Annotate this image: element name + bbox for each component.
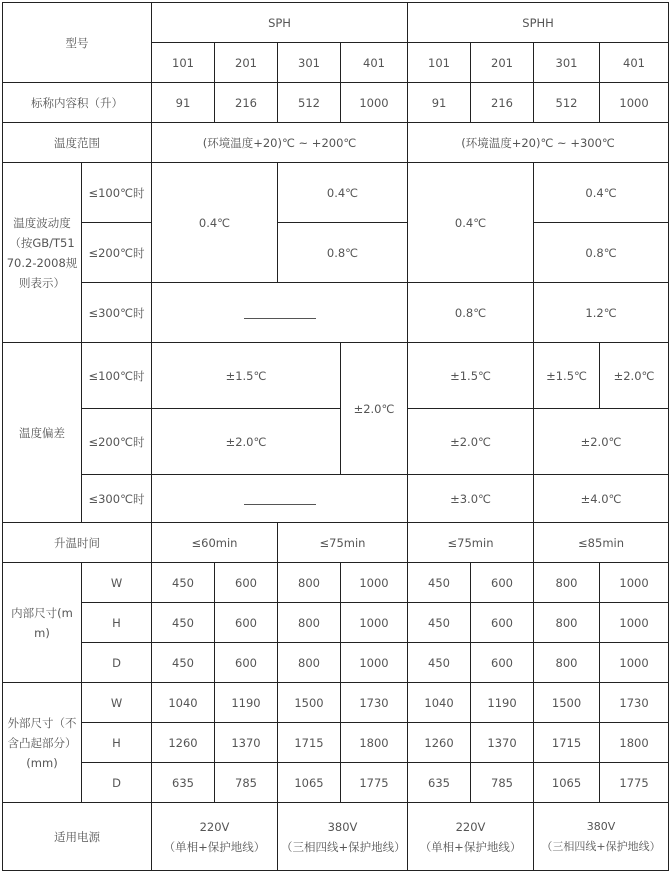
deviation-sph-300-blank — [152, 475, 408, 523]
inner-cell: 600 — [215, 563, 278, 603]
power-voltage: 380V — [586, 819, 616, 833]
outer-cell: 1775 — [341, 763, 408, 803]
outer-cell: 1370 — [471, 723, 534, 763]
outer-cell: 1500 — [278, 683, 341, 723]
model-cell: 401 — [341, 43, 408, 83]
outer-cell: 1800 — [600, 723, 669, 763]
blank-line — [244, 494, 316, 505]
heatup-cell: ≤85min — [534, 523, 669, 563]
heatup-cell: ≤60min — [152, 523, 278, 563]
power-voltage: 220V — [455, 819, 486, 834]
volume-cell: 1000 — [600, 83, 669, 123]
outer-cell: 1190 — [471, 683, 534, 723]
fluct-sphh-300-right: 1.2℃ — [534, 283, 669, 343]
volume-cell: 512 — [534, 83, 600, 123]
volume-cell: 512 — [278, 83, 341, 123]
deviation-sphh-300-right: ±4.0℃ — [534, 475, 669, 523]
fluct-sph-300-blank — [152, 283, 408, 343]
model-cell: 201 — [215, 43, 278, 83]
series-sphh: SPHH — [408, 3, 669, 43]
deviation-sph-401: ±2.0℃ — [341, 343, 408, 475]
model-label: 型号 — [3, 3, 152, 83]
inner-cell: 600 — [471, 643, 534, 683]
power-desc: （三相四线+保护地线） — [541, 839, 661, 853]
blank-line — [244, 308, 316, 319]
deviation-sphh-100-401: ±2.0℃ — [600, 343, 669, 409]
inner-label: 内部尺寸(mm) — [3, 563, 82, 683]
volume-cell: 216 — [471, 83, 534, 123]
outer-cell: 1500 — [534, 683, 600, 723]
inner-cell: 450 — [408, 643, 471, 683]
volume-cell: 91 — [408, 83, 471, 123]
inner-cell: 600 — [471, 603, 534, 643]
inner-cell: 800 — [278, 563, 341, 603]
temp-range-sph: (环境温度+20)℃ ~ +200℃ — [152, 123, 408, 163]
fluct-sph-right-100: 0.4℃ — [278, 163, 408, 223]
series-sph: SPH — [152, 3, 408, 43]
fluct-sphh-right-200: 0.8℃ — [534, 223, 669, 283]
inner-cell: 1000 — [600, 603, 669, 643]
deviation-row-label: ≤100℃时 — [82, 343, 152, 409]
inner-dim: H — [82, 603, 152, 643]
outer-cell: 1260 — [152, 723, 215, 763]
inner-cell: 450 — [152, 563, 215, 603]
power-desc: （单相+保护地线） — [419, 839, 522, 854]
power-label: 适用电源 — [3, 803, 152, 871]
outer-cell: 1370 — [215, 723, 278, 763]
outer-dim: H — [82, 723, 152, 763]
outer-cell: 1730 — [341, 683, 408, 723]
model-cell: 301 — [534, 43, 600, 83]
outer-cell: 1065 — [534, 763, 600, 803]
deviation-sphh-100-301: ±1.5℃ — [534, 343, 600, 409]
outer-cell: 1730 — [600, 683, 669, 723]
fluct-sph-left: 0.4℃ — [152, 163, 278, 283]
inner-cell: 1000 — [341, 603, 408, 643]
outer-cell: 635 — [152, 763, 215, 803]
inner-cell: 600 — [215, 643, 278, 683]
fluct-row-label: ≤300℃时 — [82, 283, 152, 343]
inner-cell: 450 — [408, 563, 471, 603]
deviation-sph-100: ±1.5℃ — [152, 343, 341, 409]
fluct-label: 温度波动度（按GB/T5170.2-2008规则表示） — [3, 163, 82, 343]
power-cell — [534, 803, 669, 871]
outer-cell: 1190 — [215, 683, 278, 723]
outer-label: 外部尺寸（不含凸起部分）(mm) — [3, 683, 82, 803]
heatup-label: 升温时间 — [3, 523, 152, 563]
power-voltage: 220V — [199, 819, 230, 834]
outer-cell: 785 — [471, 763, 534, 803]
inner-cell: 450 — [408, 603, 471, 643]
inner-dim: D — [82, 643, 152, 683]
outer-cell: 1040 — [152, 683, 215, 723]
model-cell: 401 — [600, 43, 669, 83]
inner-cell: 800 — [278, 643, 341, 683]
deviation-sphh-200-left: ±2.0℃ — [408, 409, 534, 475]
outer-cell: 1800 — [341, 723, 408, 763]
outer-cell: 635 — [408, 763, 471, 803]
outer-cell: 1260 — [408, 723, 471, 763]
volume-label: 标称内容积（升） — [3, 83, 152, 123]
fluct-row-label: ≤100℃时 — [82, 163, 152, 223]
inner-cell: 800 — [534, 643, 600, 683]
outer-cell: 1775 — [600, 763, 669, 803]
outer-dim: W — [82, 683, 152, 723]
model-cell: 101 — [408, 43, 471, 83]
inner-cell: 450 — [152, 603, 215, 643]
inner-cell: 600 — [215, 603, 278, 643]
volume-cell: 216 — [215, 83, 278, 123]
outer-cell: 1715 — [278, 723, 341, 763]
outer-cell: 1065 — [278, 763, 341, 803]
outer-cell: 1040 — [408, 683, 471, 723]
deviation-sph-200: ±2.0℃ — [152, 409, 341, 475]
deviation-sphh-300-left: ±3.0℃ — [408, 475, 534, 523]
inner-cell: 1000 — [341, 643, 408, 683]
deviation-sphh-200-right: ±2.0℃ — [534, 409, 669, 475]
outer-cell: 785 — [215, 763, 278, 803]
inner-cell: 800 — [534, 603, 600, 643]
fluct-sphh-left: 0.4℃ — [408, 163, 534, 283]
volume-cell: 91 — [152, 83, 215, 123]
inner-cell: 450 — [152, 643, 215, 683]
inner-cell: 800 — [534, 563, 600, 603]
model-cell: 301 — [278, 43, 341, 83]
power-voltage: 380V — [327, 819, 358, 834]
outer-cell: 1715 — [534, 723, 600, 763]
inner-cell: 600 — [471, 563, 534, 603]
temp-range-sphh: (环境温度+20)℃ ~ +300℃ — [408, 123, 669, 163]
fluct-sph-right-200: 0.8℃ — [278, 223, 408, 283]
spec-table — [2, 2, 669, 871]
outer-dim: D — [82, 763, 152, 803]
power-cell — [152, 803, 278, 871]
inner-dim: W — [82, 563, 152, 603]
model-cell: 201 — [471, 43, 534, 83]
heatup-cell: ≤75min — [278, 523, 408, 563]
deviation-row-label: ≤200℃时 — [82, 409, 152, 475]
power-desc: （单相+保护地线） — [163, 839, 266, 854]
inner-cell: 1000 — [341, 563, 408, 603]
inner-cell: 1000 — [600, 643, 669, 683]
model-cell: 101 — [152, 43, 215, 83]
inner-cell: 800 — [278, 603, 341, 643]
fluct-sphh-300-left: 0.8℃ — [408, 283, 534, 343]
power-cell — [408, 803, 534, 871]
inner-cell: 1000 — [600, 563, 669, 603]
fluct-sphh-right-100: 0.4℃ — [534, 163, 669, 223]
deviation-label: 温度偏差 — [3, 343, 82, 523]
power-desc: （三相四线+保护地线） — [281, 839, 406, 854]
heatup-cell: ≤75min — [408, 523, 534, 563]
fluct-row-label: ≤200℃时 — [82, 223, 152, 283]
volume-cell: 1000 — [341, 83, 408, 123]
deviation-row-label: ≤300℃时 — [82, 475, 152, 523]
power-cell — [278, 803, 408, 871]
temp-range-label: 温度范围 — [3, 123, 152, 163]
deviation-sphh-100-left: ±1.5℃ — [408, 343, 534, 409]
